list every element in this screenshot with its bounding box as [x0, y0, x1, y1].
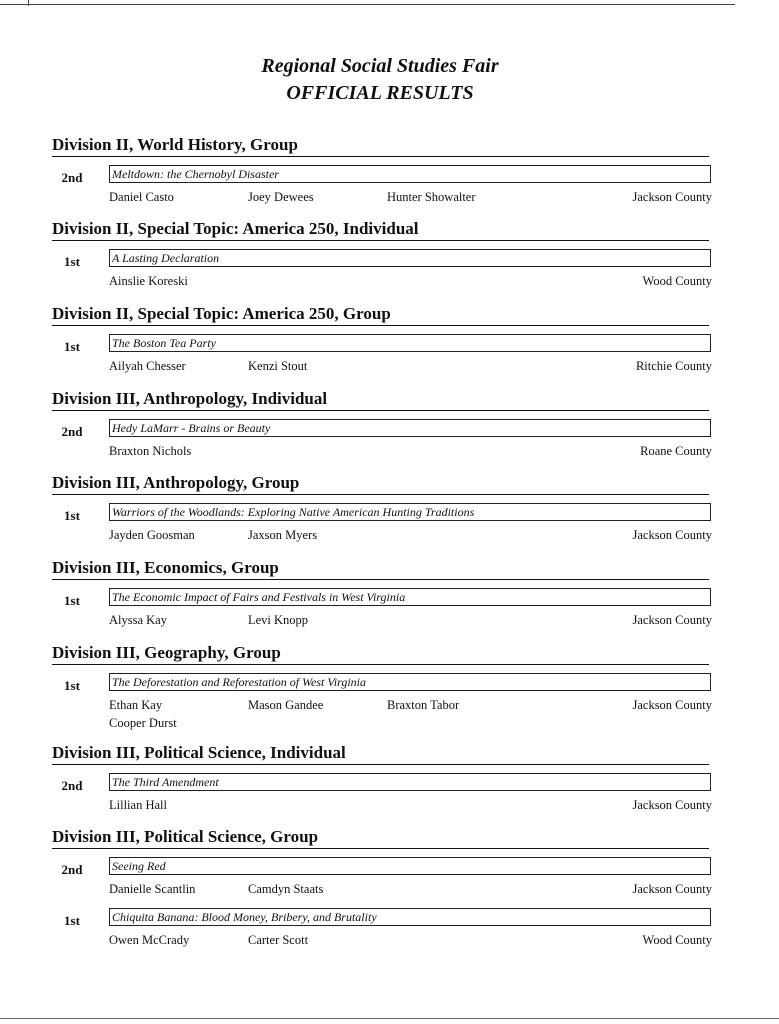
county-label: Wood County — [642, 274, 712, 288]
student-name: Kenzi Stout — [248, 359, 308, 373]
division-section — [52, 473, 712, 546]
division-heading: Division III, Geography, Group — [52, 643, 709, 665]
student-name: Mason Gandee — [248, 698, 324, 712]
division-heading: Division II, World History, Group — [52, 135, 709, 157]
project-title: The Deforestation and Reforestation of West Virginia — [109, 673, 711, 691]
division-heading: Division II, Special Topic: America 250, Group — [52, 304, 709, 326]
project-title: Meltdown: the Chernobyl Disaster — [109, 165, 711, 183]
scan-edge-bottom — [0, 1018, 779, 1019]
division-section — [52, 558, 712, 631]
student-name: Owen McCrady — [109, 933, 190, 947]
project-title: Seeing Red — [109, 857, 711, 875]
county-label: Ritchie County — [635, 359, 712, 373]
county-label: Jackson County — [632, 613, 712, 627]
student-name: Daniel Casto — [109, 190, 174, 204]
division-section — [52, 135, 712, 208]
county-label: Jackson County — [632, 882, 712, 896]
division-section — [52, 827, 712, 951]
result-entry — [52, 326, 712, 377]
county-label: Roane County — [640, 444, 712, 458]
result-entry — [52, 241, 712, 292]
student-name: Hunter Showalter — [387, 190, 476, 204]
county-label: Wood County — [642, 933, 712, 947]
student-name: Jaxson Myers — [248, 528, 318, 542]
placement-label: 1st — [64, 508, 80, 523]
division-section — [52, 643, 712, 730]
student-name: Ainslie Koreski — [109, 274, 188, 288]
placement-label: 1st — [64, 593, 80, 608]
result-entry — [52, 580, 712, 631]
division-heading: Division II, Special Topic: America 250, Individual — [52, 219, 709, 241]
student-name: Joey Dewees — [248, 190, 314, 204]
placement-label: 2nd — [61, 170, 83, 185]
document-subtitle: OFFICIAL RESULTS — [286, 82, 474, 104]
result-entry — [52, 765, 712, 816]
placement-label: 1st — [64, 678, 80, 693]
project-title: The Economic Impact of Fairs and Festivals in West Virginia — [109, 588, 711, 606]
division-section — [52, 219, 712, 292]
student-name: Ethan Kay — [109, 698, 163, 712]
county-label: Jackson County — [632, 528, 712, 542]
student-name: Danielle Scantlin — [109, 882, 196, 896]
county-label: Jackson County — [632, 698, 712, 712]
result-entry — [52, 900, 712, 951]
result-entry — [52, 157, 712, 208]
placement-label: 1st — [64, 254, 80, 269]
division-section — [52, 743, 712, 816]
division-heading: Division III, Political Science, Group — [52, 827, 709, 849]
result-entry — [52, 849, 712, 900]
division-heading: Division III, Anthropology, Individual — [52, 389, 709, 411]
division-heading: Division III, Anthropology, Group — [52, 473, 709, 495]
student-name: Carter Scott — [248, 933, 309, 947]
student-name: Lillian Hall — [109, 798, 167, 812]
student-names — [109, 933, 579, 969]
student-name: Braxton Tabor — [387, 698, 460, 712]
student-name: Alyssa Kay — [109, 613, 167, 627]
scan-edge-top — [0, 4, 735, 5]
result-entry — [52, 411, 712, 462]
placement-label: 1st — [64, 913, 80, 928]
county-label: Jackson County — [632, 190, 712, 204]
student-name: Jayden Goosman — [109, 528, 195, 542]
student-name: Cooper Durst — [109, 716, 177, 730]
student-names — [109, 698, 579, 734]
placement-label: 2nd — [61, 424, 83, 439]
project-title: The Boston Tea Party — [109, 334, 711, 352]
student-name: Levi Knopp — [248, 613, 309, 627]
project-title: Hedy LaMarr - Brains or Beauty — [109, 419, 711, 437]
division-section — [52, 389, 712, 462]
placement-label: 1st — [64, 339, 80, 354]
result-entry — [52, 665, 712, 730]
division-section — [52, 304, 712, 377]
division-heading: Division III, Political Science, Individual — [52, 743, 709, 765]
student-name: Camdyn Staats — [248, 882, 324, 896]
project-title: The Third Amendment — [109, 773, 711, 791]
project-title: A Lasting Declaration — [109, 249, 711, 267]
placement-label: 2nd — [61, 778, 83, 793]
county-label: Jackson County — [632, 798, 712, 812]
result-entry — [52, 495, 712, 546]
document-title: Regional Social Studies Fair — [261, 55, 499, 77]
student-name: Braxton Nichols — [109, 444, 192, 458]
division-heading: Division III, Economics, Group — [52, 558, 709, 580]
scan-mark — [28, 0, 29, 6]
project-title: Warriors of the Woodlands: Exploring Native American Hunting Traditions — [109, 503, 711, 521]
project-title: Chiquita Banana: Blood Money, Bribery, and Brutality — [109, 908, 711, 926]
student-name: Ailyah Chesser — [109, 359, 186, 373]
placement-label: 2nd — [61, 862, 83, 877]
